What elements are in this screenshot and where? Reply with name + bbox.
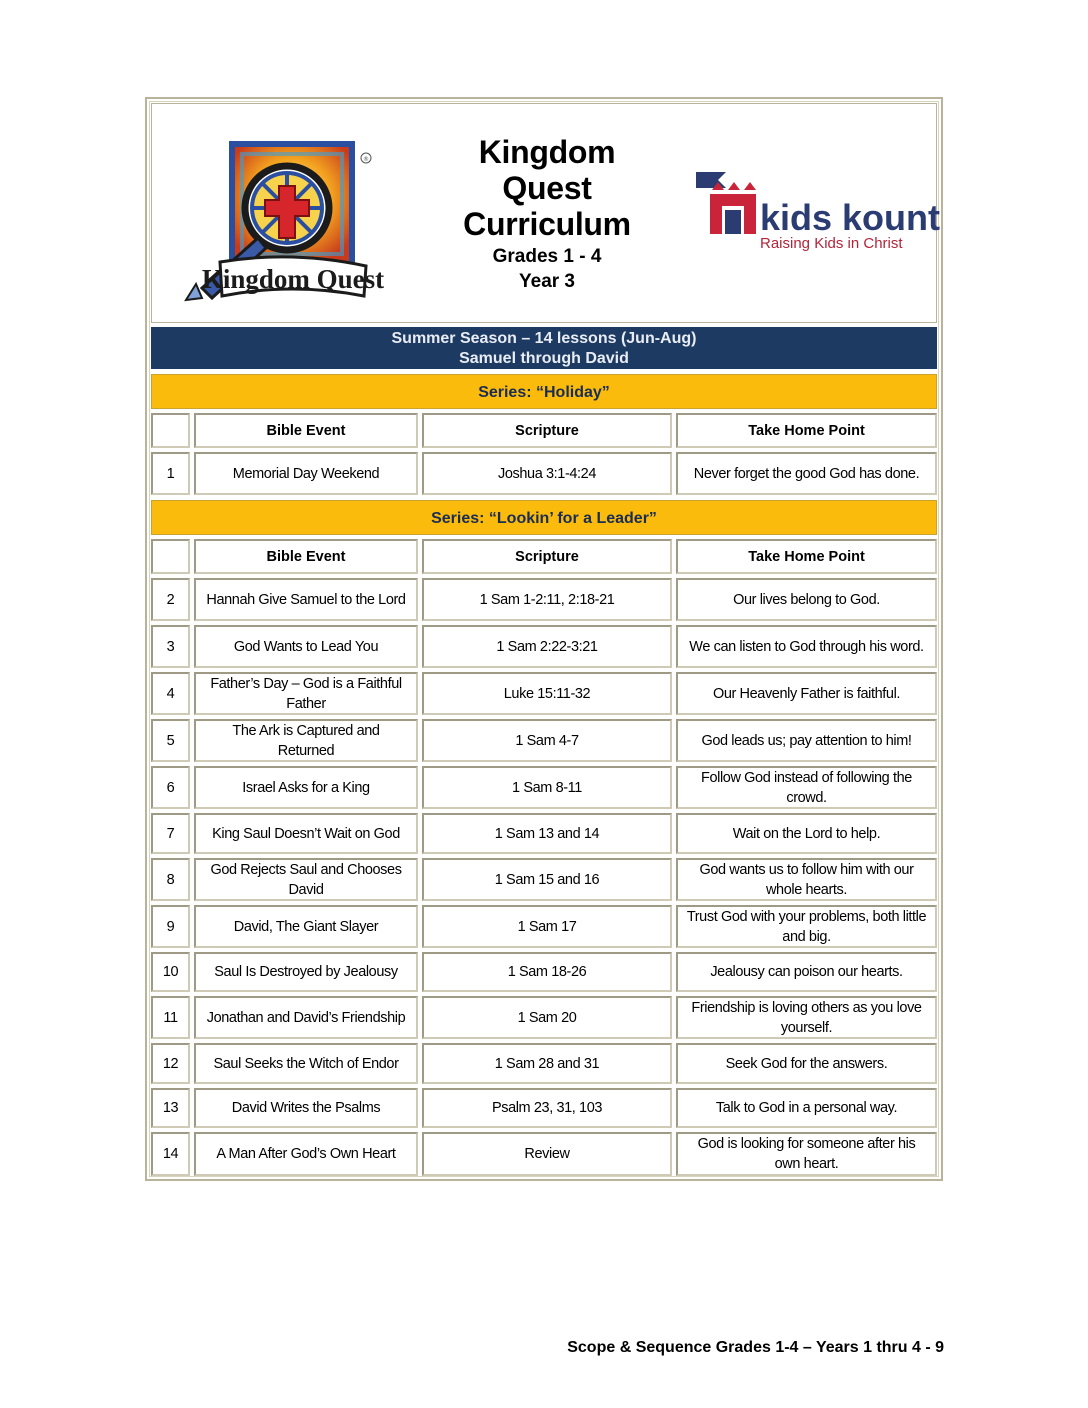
column-header-bible-event: Bible Event: [194, 539, 418, 574]
scripture-cell: 1 Sam 17: [422, 905, 672, 948]
take-home-point-cell: God leads us; pay attention to him!: [676, 719, 937, 762]
season-banner: [151, 327, 937, 369]
page-footer: Scope & Sequence Grades 1-4 – Years 1 thru 4 - 9: [567, 1339, 944, 1356]
lesson-number-cell: 5: [151, 719, 190, 762]
curriculum-title: [440, 134, 654, 294]
scripture-cell: Review: [422, 1132, 672, 1176]
column-header-bible-event: Bible Event: [194, 413, 418, 448]
bible-event-cell: David, The Giant Slayer: [194, 905, 418, 948]
scripture-cell: 1 Sam 13 and 14: [422, 813, 672, 854]
take-home-point-cell: Our lives belong to God.: [676, 578, 937, 621]
take-home-point-cell: Never forget the good God has done.: [676, 452, 937, 495]
scripture-cell: 1 Sam 2:22-3:21: [422, 625, 672, 668]
season-subtitle: Samuel through David: [459, 350, 629, 367]
title-line: Curriculum: [463, 206, 631, 242]
scripture-cell: 1 Sam 28 and 31: [422, 1043, 672, 1084]
bible-event-cell: A Man After God’s Own Heart: [194, 1132, 418, 1176]
lesson-number-cell: 6: [151, 766, 190, 809]
column-header-lesson-number: [151, 413, 190, 448]
take-home-point-cell: Trust God with your problems, both little and big.: [676, 905, 937, 948]
column-header-take-home-point: Take Home Point: [676, 539, 937, 574]
bible-event-cell: God Rejects Saul and Chooses David: [194, 858, 418, 901]
bible-event-cell: The Ark is Captured and Returned: [194, 719, 418, 762]
bible-event-cell: Israel Asks for a King: [194, 766, 418, 809]
lesson-number-cell: 7: [151, 813, 190, 854]
series-title-leader: Series: “Lookin’ for a Leader”: [151, 500, 937, 535]
bible-event-cell: Saul Seeks the Witch of Endor: [194, 1043, 418, 1084]
season-title: Summer Season – 14 lessons (Jun-Aug): [391, 330, 697, 347]
scripture-cell: Luke 15:11-32: [422, 672, 672, 715]
title-line: Quest: [502, 170, 592, 206]
take-home-point-cell: Jealousy can poison our hearts.: [676, 952, 937, 992]
scripture-cell: Joshua 3:1-4:24: [422, 452, 672, 495]
lesson-number-cell: 13: [151, 1088, 190, 1128]
bible-event-cell: Saul Is Destroyed by Jealousy: [194, 952, 418, 992]
column-header-scripture: Scripture: [422, 413, 672, 448]
kids-kount-logo-icon: [692, 170, 941, 261]
grades-label: Grades 1 - 4: [492, 246, 602, 267]
bible-event-cell: King Saul Doesn’t Wait on God: [194, 813, 418, 854]
take-home-point-cell: Friendship is loving others as you love yourself.: [676, 996, 937, 1039]
series-title-holiday: Series: “Holiday”: [151, 374, 937, 409]
bible-event-cell: Hannah Give Samuel to the Lord: [194, 578, 418, 621]
lesson-number-cell: 3: [151, 625, 190, 668]
year-label: Year 3: [519, 271, 575, 292]
scripture-cell: 1 Sam 4-7: [422, 719, 672, 762]
column-header-take-home-point: Take Home Point: [676, 413, 937, 448]
kingdom-quest-logo-icon: [182, 138, 385, 309]
lesson-number-cell: 10: [151, 952, 190, 992]
lesson-number-cell: 9: [151, 905, 190, 948]
take-home-point-cell: Talk to God in a personal way.: [676, 1088, 937, 1128]
scripture-cell: 1 Sam 18-26: [422, 952, 672, 992]
column-header-scripture: Scripture: [422, 539, 672, 574]
column-header-lesson-number: [151, 539, 190, 574]
registered-mark: ®: [363, 156, 369, 163]
lesson-number-cell: 4: [151, 672, 190, 715]
take-home-point-cell: Follow God instead of following the crowd.: [676, 766, 937, 809]
lesson-number-cell: 12: [151, 1043, 190, 1084]
kids-kount-word: kids kount: [760, 197, 941, 238]
scripture-cell: 1 Sam 1-2:11, 2:18-21: [422, 578, 672, 621]
lesson-number-cell: 11: [151, 996, 190, 1039]
scripture-cell: Psalm 23, 31, 103: [422, 1088, 672, 1128]
scripture-cell: 1 Sam 15 and 16: [422, 858, 672, 901]
take-home-point-cell: Wait on the Lord to help.: [676, 813, 937, 854]
take-home-point-cell: Our Heavenly Father is faithful.: [676, 672, 937, 715]
take-home-point-cell: Seek God for the answers.: [676, 1043, 937, 1084]
lesson-number-cell: 14: [151, 1132, 190, 1176]
lesson-number-cell: 1: [151, 452, 190, 495]
scripture-cell: 1 Sam 8-11: [422, 766, 672, 809]
kids-kount-tagline: Raising Kids in Christ: [760, 235, 903, 252]
lesson-number-cell: 8: [151, 858, 190, 901]
kingdom-quest-logo-text: Kingdom Quest: [201, 264, 385, 294]
bible-event-cell: Father’s Day – God is a Faithful Father: [194, 672, 418, 715]
scripture-cell: 1 Sam 20: [422, 996, 672, 1039]
take-home-point-cell: We can listen to God through his word.: [676, 625, 937, 668]
bible-event-cell: Memorial Day Weekend: [194, 452, 418, 495]
title-line: Kingdom: [478, 134, 616, 170]
take-home-point-cell: God wants us to follow him with our whole hearts.: [676, 858, 937, 901]
lesson-number-cell: 2: [151, 578, 190, 621]
bible-event-cell: God Wants to Lead You: [194, 625, 418, 668]
bible-event-cell: Jonathan and David’s Friendship: [194, 996, 418, 1039]
bible-event-cell: David Writes the Psalms: [194, 1088, 418, 1128]
take-home-point-cell: God is looking for someone after his own heart.: [676, 1132, 937, 1176]
